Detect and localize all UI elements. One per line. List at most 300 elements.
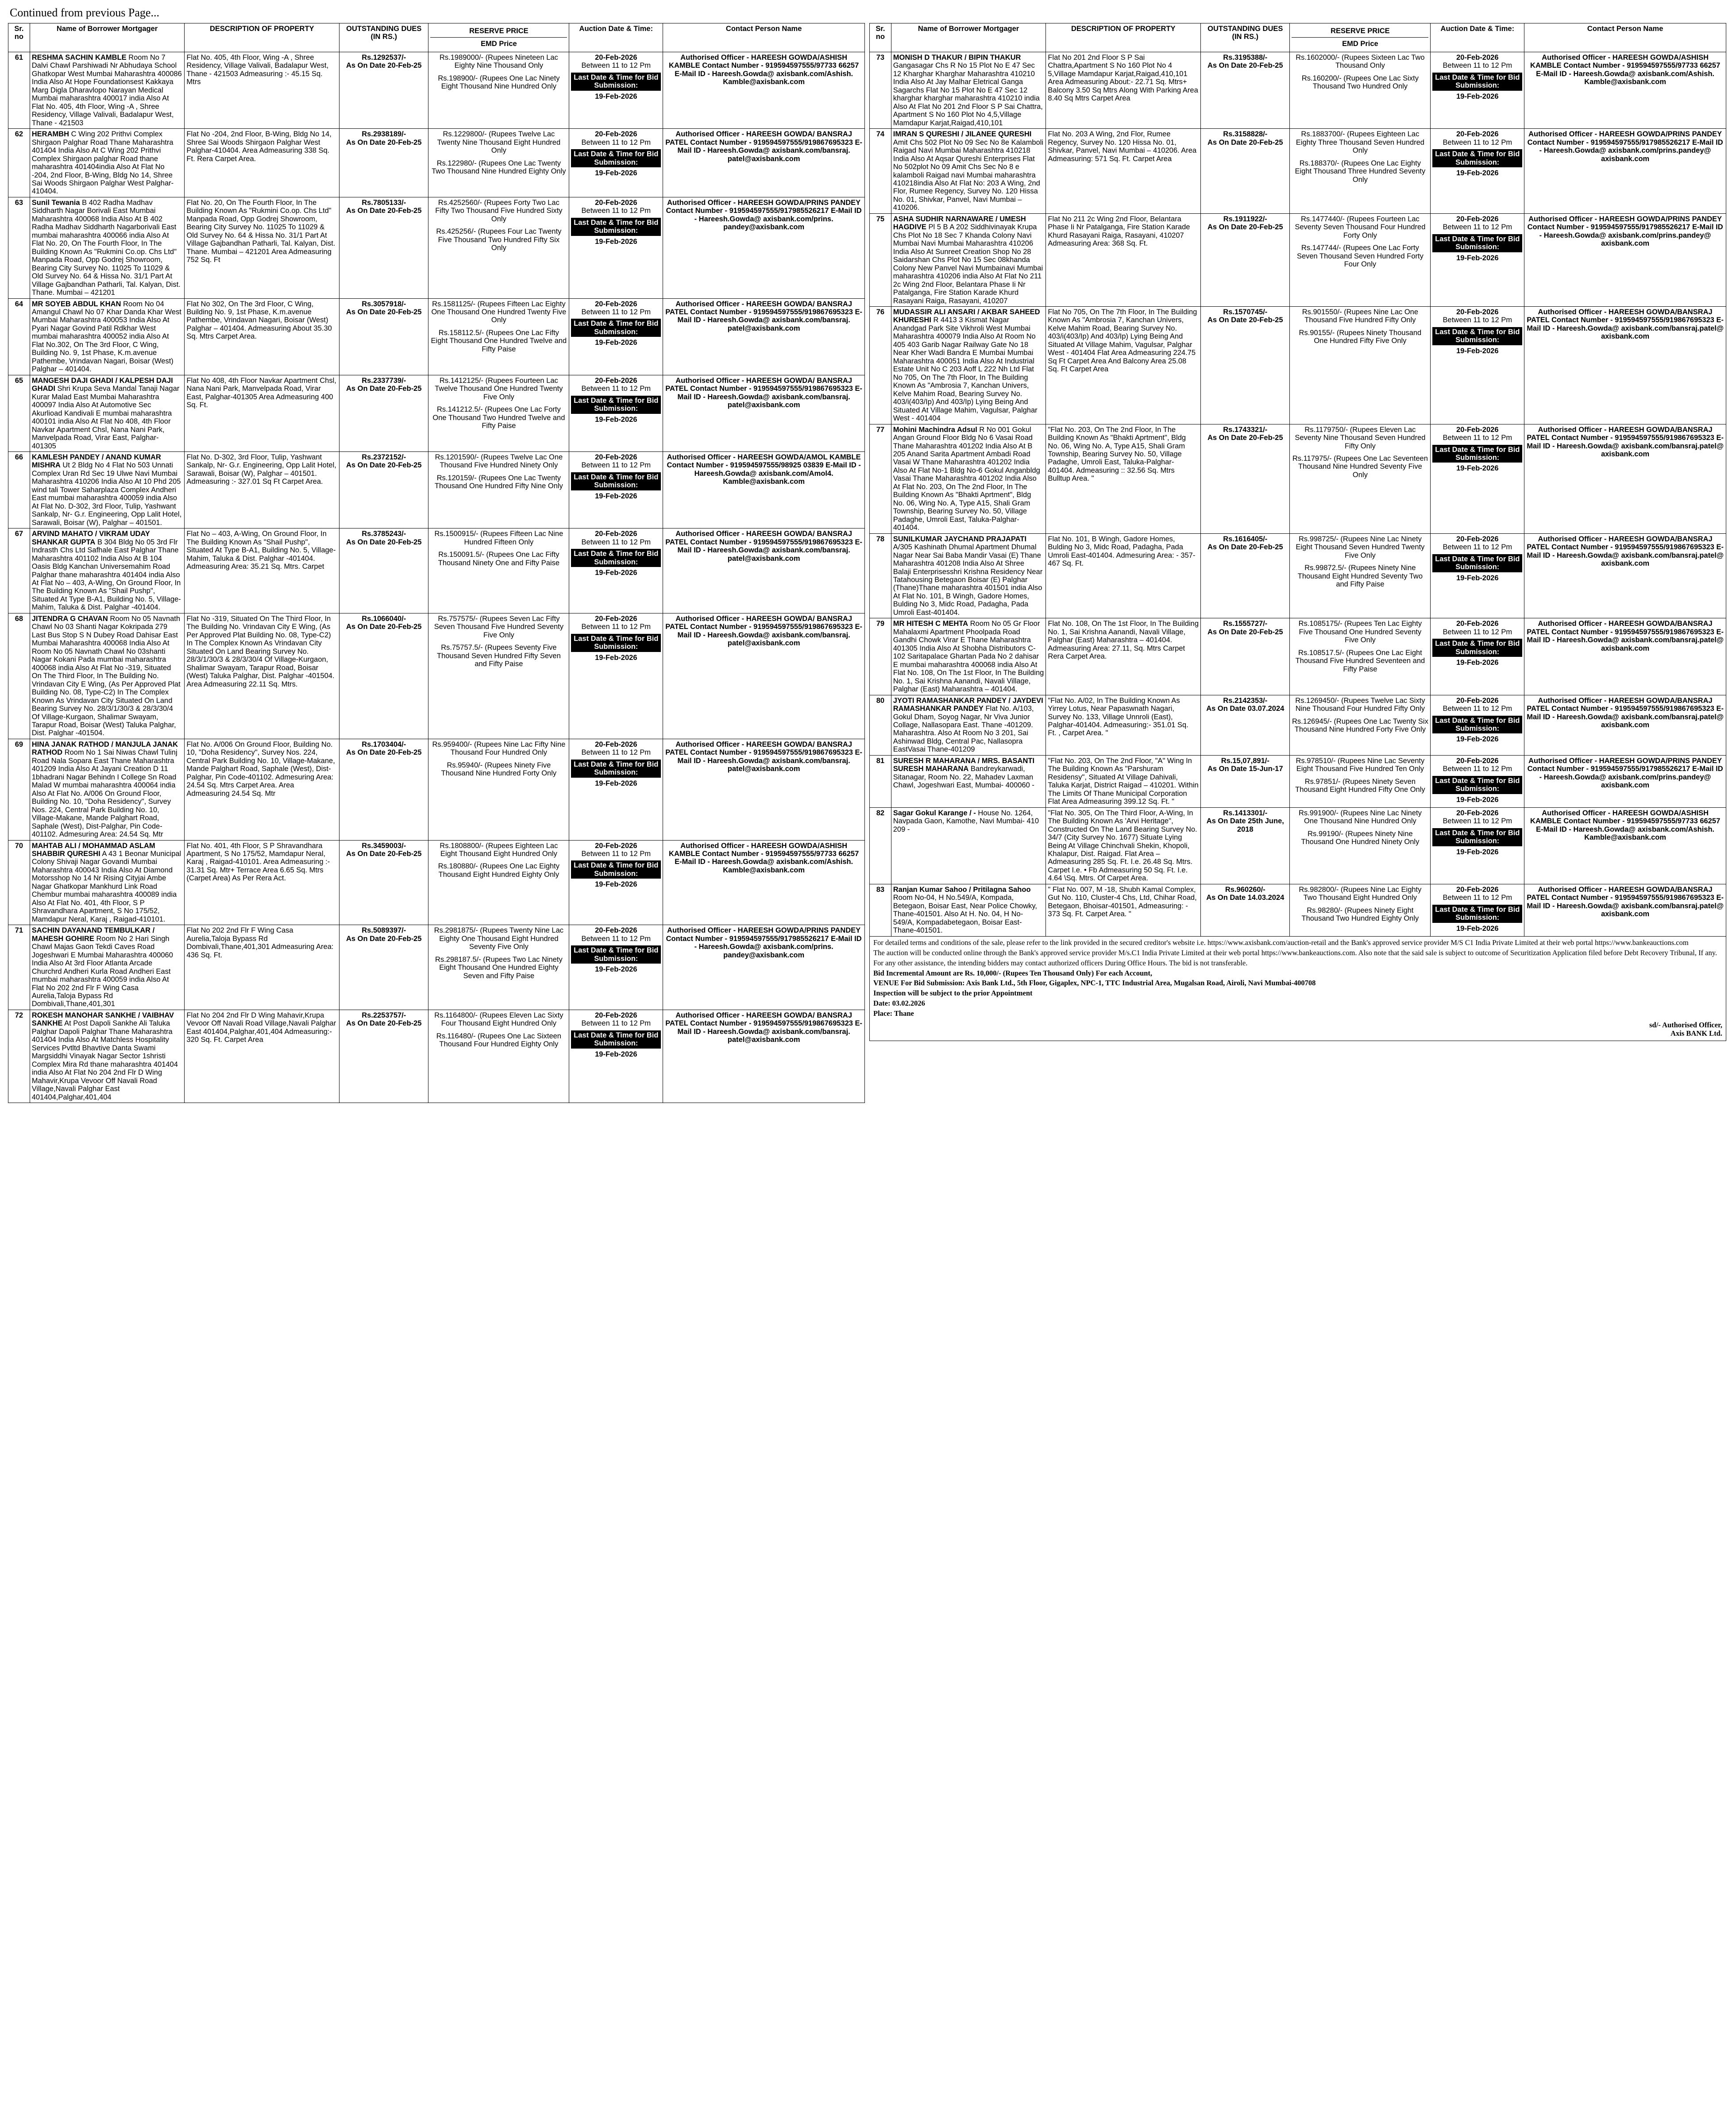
reserve-price-value: Rs.1500915/- (Rupees Fifteen Lac Nine Hundred Fifteen Only	[434, 530, 563, 546]
last-date-value: 19-Feb-2026	[1456, 574, 1499, 582]
dues-amount: Rs.5089397/-	[362, 926, 406, 935]
borrower-address: Shri Krupa Seva Mandal Tanaji Nagar Kurar Malad East Mumbai Maharashtra 400097 India Also At Automotive Sec Akurlioad Kandivali E mumbai maharashtra 400101 india Also At Flat No 408, 4th Floor Navkar Apartment Chsl, Nana Nani Park, Manvelpada Road, Virar East, Palghar-401305	[31, 385, 180, 450]
emd-price-value: Rs.126945/- (Rupees One Lac Twenty Six Thousand Nine Hundred Forty Five Only	[1292, 717, 1428, 733]
row-outstanding-dues	[339, 613, 428, 739]
row-borrower-name	[30, 528, 185, 613]
row-contact-person: Authorised Officer - HAREESH GOWDA/PRINS PANDEY Contact Number - 919594597555/917985526217 E-Mail ID - Hareesh.Gowda@ axisbank.com/prins. pandey@axisbank.com	[663, 197, 865, 298]
row-borrower-name	[891, 213, 1046, 306]
row-auction-datetime	[569, 298, 663, 375]
footer-terms-3: For any other assistance, the intending bidders may contact authorized officers During Office Hours. The bid is not transferable.	[873, 958, 1248, 967]
last-date-value: 19-Feb-2026	[1456, 735, 1499, 744]
last-date-value: 19-Feb-2026	[1456, 795, 1499, 804]
emd-price-value: Rs.117975/- (Rupees One Lac Seventeen Thousand Nine Hundred Seventy Five Only	[1292, 454, 1428, 479]
row-contact-person: Authorised Officer - HAREESH GOWDA/BANSRAJ PATEL Contact Number - 919594597555/919867695323 E-Mail ID - Hareesh.Gowda@ axisbank.com/bansraj.patel@ axisbank.com	[1524, 884, 1726, 936]
footer-place: Place: Thane	[873, 1009, 914, 1018]
auction-time-window: Between 11 to 12 Pm	[581, 62, 651, 70]
borrower-primary-name: ROKESH MANOHAR SANKHE / VAIBHAV SANKHE	[31, 1011, 174, 1028]
borrower-primary-name: HINA JANAK RATHOD / MANJULA JANAK RATHOD	[31, 740, 178, 757]
borrower-primary-name: JYOTI RAMASHANKAR PANDEY / JAYDEVI RAMASHANKAR PANDEY	[893, 696, 1043, 713]
row-property-description: Flat No 202 2nd Flr F Wing Casa Aurelia,Taloja Bypass Rd Dombivali,Thane,401,301 Admeasuring Area: 436 Sq. Ft.	[185, 925, 339, 1010]
last-date-banner: Last Date & Time for Bid Submission:	[1432, 234, 1522, 252]
footer-signature	[873, 1021, 1722, 1038]
dues-as-on-date: As On Date 20-Feb-25	[346, 138, 422, 147]
auction-date: 20-Feb-2026	[1456, 756, 1499, 765]
row-auction-datetime	[569, 840, 663, 925]
row-borrower-name	[891, 533, 1046, 618]
row-auction-datetime	[569, 925, 663, 1010]
dues-amount: Rs.3459003/-	[362, 841, 406, 850]
reserve-price-value: Rs.1883700/- (Rupees Eighteen Lac Eighty Three Thousand Seven Hundred Only	[1296, 130, 1424, 155]
table-row	[8, 129, 865, 197]
reserve-price-value: Rs.1412125/- (Rupees Fourteen Lac Twelve Thousand One Hundred Twenty Five Only	[435, 376, 563, 401]
row-property-description: Flat No 705, On The 7th Floor, In The Building Known As "Ambrosia 7, Kanchan Univers, Kelve Mahim Road, Bearing Survey No. 403/i(403/Ip) And 403/Ip) Lying Being And Situated At Village Mahim, Vagulsar, Palghar West - 401404 Flat Area Admeasuring 224.75 Sq Ft Carpet Area And Balcony Area 25.08 Sq. Ft Carpet Area	[1046, 307, 1201, 424]
table-row	[870, 52, 1726, 128]
last-date-value: 19-Feb-2026	[1456, 92, 1499, 100]
row-property-description: Flat No 302, On The 3rd Floor, C Wing, Building No. 9, 1st Phase, K.m.avenue Pathembe, Vrindavan Nagari, Boisar (West) Palghar – 401404. Admeasuring About 35.30 Sq. Mtrs Carpet Area.	[185, 298, 339, 375]
table-row	[8, 52, 865, 128]
row-contact-person: Authorised Officer - HAREESH GOWDA/ BANSRAJ PATEL Contact Number - 919594597555/919867695323 E-Mail ID - Hareesh.Gowda@ axisbank.com/bansraj. patel@axisbank.com	[663, 375, 865, 451]
borrower-address: Gangasagar Chs R No 15 Plot No E 47 Sec 12 Kharghar Kharghar Maharashtra 410210 India Also At Jay Malhar Eletrical Ganga Sagarchs Flat No 15 Plot No E 47 Sec 12 kharghar kharghar maharashtra 410210 india Also At Flat No 201 2nd Floor S P Sai Chattra, Apartment S No 160 Plot No 4,5,Village Mamdapur Karjat,Raigad,410,101	[893, 62, 1043, 127]
row-borrower-name	[30, 613, 185, 739]
auction-time-window: Between 11 to 12 Pm	[581, 623, 651, 631]
row-outstanding-dues	[1201, 618, 1290, 695]
row-auction-datetime	[569, 375, 663, 451]
auction-date: 20-Feb-2026	[595, 841, 637, 850]
row-property-description: Flat No. D-302, 3rd Floor, Tulip, Yashwant Sankalp, Nr- G.r. Engineering, Opp Lalit Hotel, Sarawali, Boisar (W), Palghar – 401501. Admeasuring :- 327.01 Sq Ft Carpet Area.	[185, 451, 339, 528]
last-date-banner: Last Date & Time for Bid Submission:	[571, 472, 661, 490]
row-property-description: Flat No. 401, 4th Floor, S P Shravandhara Apartment, S No 175/52, Mamdapur Neral, Karaj , Raigad-410101. Area Admeasuring :- 31.31 Sq. Mtr+ Terrace Area 6.65 Sq. Mtrs (Carpet Area) As Per Rera Act.	[185, 840, 339, 925]
last-date-value: 19-Feb-2026	[1456, 924, 1499, 933]
row-reserve-and-emd-price	[1290, 52, 1431, 128]
auction-date: 20-Feb-2026	[1456, 215, 1499, 223]
table-row	[870, 695, 1726, 755]
row-serial-number: 75	[870, 213, 891, 306]
reserve-price-value: Rs.1808800/- (Rupees Eighteen Lac Eight Thousand Eight Hundred Only	[440, 841, 558, 858]
auction-date: 20-Feb-2026	[595, 530, 637, 538]
row-reserve-and-emd-price	[428, 197, 569, 298]
reserve-price-value: Rs.1201590/- (Rupees Twelve Lac One Thousand Five Hundred Ninety Only	[435, 453, 563, 470]
row-outstanding-dues	[1201, 884, 1290, 936]
row-reserve-and-emd-price	[1290, 755, 1431, 807]
row-auction-datetime	[569, 1010, 663, 1103]
dues-amount: Rs.1413301/-	[1223, 809, 1268, 817]
row-contact-person: Authorised Officer - HAREESH GOWDA/ BANSRAJ PATEL Contact Number - 919594597555/919867695323 E-Mail ID - Hareesh.Gowda@ axisbank.com/bansraj. patel@axisbank.com	[663, 739, 865, 840]
auction-date: 20-Feb-2026	[1456, 308, 1499, 316]
borrower-primary-name: MUDASSIR ALI ANSARI / AKBAR SAHEED KHURESHI	[893, 308, 1040, 324]
row-reserve-and-emd-price	[1290, 129, 1431, 214]
auction-time-window: Between 11 to 12 Pm	[581, 538, 651, 546]
row-property-description: Flat No. 20, On The Fourth Floor, In The Building Known As "Rukmini Co.op. Chs Ltd" Manpada Road, Opp Godrej Showroom, Bearing City Survey No. 11025 To 11029 & Old Survey No. 64 & Hissa No. 31/1 Part At Village Gajbandhan Patharli, Tal. Kalyan, Dist. Thane. Mumbai – 421201 Area Admeasuring 752 Sq. Ft	[185, 197, 339, 298]
table-row	[8, 613, 865, 739]
dues-amount: Rs.15,07,891/-	[1221, 756, 1269, 765]
row-property-description: Flat No – 403, A-Wing, On Ground Floor, In The Building Known As "Shail Pushp", Situated At Type B-A1, Building No. 5, Village-Mahim, Taluka & Dist. Palghar -401404. Admeasuring Area: 35.21 Sq. Mtrs. Carpet	[185, 528, 339, 613]
reserve-price-value: Rs.978510/- (Rupees Nine Lac Seventy Eight Thousand Five Hundred Ten Only	[1296, 756, 1425, 773]
row-property-description: Flat No 201 2nd Floor S P Sai Chattra,Apartment S No 160 Plot No 4 5,Village Mamdapur Karjat,Raigad,410,101 Area Admeasuring About:- 22.71 Sq. Mtrs+ Balcony 3.50 Sq Mtrs Along With Parking Area 8.40 Sq Mtrs Carpet Area	[1046, 52, 1201, 128]
row-serial-number: 64	[8, 298, 30, 375]
row-outstanding-dues	[1201, 129, 1290, 214]
row-reserve-and-emd-price	[1290, 307, 1431, 424]
row-serial-number: 81	[870, 755, 891, 807]
row-reserve-and-emd-price	[428, 129, 569, 197]
emd-price-value: Rs.75757.5/- (Rupees Seventy Five Thousand Seven Hundred Fifty Seven and Fifty Paise	[437, 644, 561, 668]
row-reserve-and-emd-price	[1290, 618, 1431, 695]
row-borrower-name	[891, 618, 1046, 695]
row-serial-number: 62	[8, 129, 30, 197]
last-date-banner: Last Date & Time for Bid Submission:	[571, 149, 661, 167]
row-contact-person: Authorised Officer - HAREESH GOWDA/BANSRAJ PATEL Contact Number - 919594597555/919867695323 E-Mail ID - Hareesh.Gowda@ axisbank.com/bansraj.patel@ axisbank.com	[1524, 533, 1726, 618]
row-property-description: Flat No 204 2nd Flr D Wing Mahavir,Krupa Vevoor Off Navali Road Village,Navali Palghar East 401404,Palghar,401,404 Admeasuring:- 320 Sq. Ft. Carpet Area	[185, 1010, 339, 1103]
last-date-value: 19-Feb-2026	[1456, 169, 1499, 177]
reserve-price-value: Rs.1989000/- (Rupees Nineteen Lac Eighty Nine Thousand Only	[439, 53, 558, 70]
last-date-value: 19-Feb-2026	[595, 880, 637, 889]
auction-date: 20-Feb-2026	[1456, 885, 1499, 894]
auction-time-window: Between 11 to 12 Pm	[581, 138, 651, 147]
table-row	[8, 375, 865, 451]
table-row	[8, 739, 865, 840]
last-date-banner: Last Date & Time for Bid Submission:	[571, 73, 661, 91]
table-row	[870, 424, 1726, 533]
row-property-description: Flat No. 108, On The 1st Floor, In The Building No. 1, Sai Krishna Aanandi, Navali Village, Palghar (East) Maharashtra – 401404. Admeasuring Area: 27.11, Sq. Mtrs Carpet Rera Carpet Area.	[1046, 618, 1201, 695]
auction-time-window: Between 11 to 12 Pm	[1443, 817, 1512, 825]
emd-price-value: Rs.298187.5/- (Rupees Two Lac Ninety Eight Thousand One Hundred Eighty Seven and Fifty Paise	[435, 955, 563, 980]
dues-amount: Rs.3785243/-	[362, 530, 406, 538]
row-borrower-name	[30, 52, 185, 128]
row-auction-datetime	[1431, 884, 1524, 936]
row-reserve-and-emd-price	[428, 528, 569, 613]
col-header-reserve-price-label: RESERVE PRICE	[430, 25, 567, 38]
dues-amount: Rs.2372152/-	[362, 453, 406, 461]
col-header-emd-price-label: EMD Price	[1342, 40, 1378, 48]
row-borrower-name	[891, 307, 1046, 424]
dues-amount: Rs.1555727/-	[1223, 620, 1268, 628]
row-serial-number: 82	[870, 807, 891, 884]
borrower-address: House No. 1264, Navpada Gaon, Kamothe, Navi Mumbai- 410 209 -	[893, 809, 1039, 833]
auction-time-window: Between 11 to 12 Pm	[581, 748, 651, 757]
row-auction-datetime	[1431, 307, 1524, 424]
reserve-price-value: Rs.991900/- (Rupees Nine Lac Ninety One Thousand Nine Hundred Only	[1298, 809, 1422, 825]
col-header-emd-price-label: EMD Price	[481, 40, 517, 48]
last-date-banner: Last Date & Time for Bid Submission:	[571, 396, 661, 414]
dues-as-on-date: As On Date 20-Feb-25	[346, 385, 422, 393]
auction-time-window: Between 11 to 12 Pm	[1443, 434, 1512, 442]
auction-time-window: Between 11 to 12 Pm	[581, 385, 651, 393]
row-serial-number: 61	[8, 52, 30, 128]
row-serial-number: 72	[8, 1010, 30, 1103]
row-auction-datetime	[1431, 807, 1524, 884]
table-header-left	[8, 23, 865, 52]
reserve-price-value: Rs.757575/- (Rupees Seven Lac Fifty Seven Thousand Five Hundred Seventy Five Only	[434, 614, 564, 639]
row-contact-person: Authorised Officer - HAREESH GOWDA/ BANSRAJ PATEL Contact Number - 919594597555/919867695323 E-Mail ID - Hareesh.Gowda@ axisbank.com/bansraj. patel@axisbank.com	[663, 528, 865, 613]
continued-label: Continued from previous Page...	[10, 6, 159, 19]
emd-price-value: Rs.180880/- (Rupees One Lac Eighty Thousand Eight Hundred Eighty Only	[438, 862, 560, 879]
dues-as-on-date: As On Date 20-Feb-25	[1207, 543, 1283, 552]
last-date-value: 19-Feb-2026	[595, 965, 637, 974]
borrower-primary-name: ASHA SUDHIR NARNAWARE / UMESH HAGDIVE	[893, 215, 1026, 231]
table-row	[870, 755, 1726, 807]
emd-price-value: Rs.95940/- (Rupees Ninety Five Thousand Nine Hundred Forty Only	[441, 761, 557, 778]
row-outstanding-dues	[339, 451, 428, 528]
row-serial-number: 70	[8, 840, 30, 925]
dues-as-on-date: As On Date 20-Feb-25	[346, 538, 422, 546]
emd-price-value: Rs.116480/- (Rupees One Lac Sixteen Thousand Four Hundred Eighty Only	[436, 1032, 561, 1049]
col-header-contact: Contact Person Name	[1524, 23, 1726, 52]
row-reserve-and-emd-price	[428, 1010, 569, 1103]
left-column	[8, 23, 865, 1103]
last-date-value: 19-Feb-2026	[595, 415, 637, 424]
col-header-reserve-price-label: RESERVE PRICE	[1292, 25, 1428, 38]
auction-time-window: Between 11 to 12 Pm	[581, 1019, 651, 1028]
row-borrower-name	[30, 298, 185, 375]
borrower-address: Room No 1 Sai Niwas Chawl Tulinj Road Nala Sopara East Thane Maharashtra 401209 India Also At Jayani Creation D 11 1bhadrani Nagar Behindn I College Sn Road Malad W mumbai maharashtra 400064 india Also At Flat No. A/006 On Ground Floor, Building No. 10, "Doha Residency", Survey Nos. 224, Central Park Building No. 10, Village-Makane, Mande Palghart Road, Saphale (West), Dist-Palghar, Pin Code-401102. Admesuring Area: 24.54 Sq. Mtr	[31, 748, 177, 839]
last-date-banner: Last Date & Time for Bid Submission:	[571, 1030, 661, 1049]
row-contact-person: Authorised Officer - HAREESH GOWDA/PRINS PANDEY Contact Number - 919594597555/917985526217 E-Mail ID - Hareesh.Gowda@ axisbank.com/prins.pandey@ axisbank.com	[1524, 129, 1726, 214]
last-date-value: 19-Feb-2026	[1456, 254, 1499, 262]
row-reserve-and-emd-price	[1290, 533, 1431, 618]
last-date-banner: Last Date & Time for Bid Submission:	[1432, 445, 1522, 463]
dues-as-on-date: As On Date 20-Feb-25	[1207, 223, 1283, 231]
col-header-reserve-price	[1290, 23, 1431, 52]
reserve-price-value: Rs.982800/- (Rupees Nine Lac Eighty Two Thousand Eight Hundred Only	[1299, 885, 1422, 902]
dues-as-on-date: As On Date 20-Feb-25	[346, 308, 422, 316]
col-header-description: DESCRIPTION OF PROPERTY	[1046, 23, 1201, 52]
row-auction-datetime	[1431, 533, 1524, 618]
row-borrower-name	[891, 755, 1046, 807]
dues-as-on-date: As On Date 20-Feb-25	[346, 1019, 422, 1028]
row-outstanding-dues	[339, 129, 428, 197]
row-property-description: "Flat No. 203, On The 2nd Floor, In The Building Known As "Bhakti Aprtment", Bldg No. 06, Wing No. A, Type A15, Shali Gram Township, Bearing Survey No. 50, Village Padaghe, Umroli East, Taluka-Palghar-401404. Admeasuring :: 32.56 Sq. Mtrs Bulltup Area. "	[1046, 424, 1201, 533]
row-serial-number: 73	[870, 52, 891, 128]
table-row	[870, 618, 1726, 695]
reserve-price-value: Rs.1164800/- (Rupees Eleven Lac Sixty Four Thousand Eight Hundred Only	[434, 1011, 563, 1028]
auction-time-window: Between 11 to 12 Pm	[1443, 543, 1512, 552]
row-property-description: Flat No 211 2c Wing 2nd Floor, Belantara Phase Ii Nr Patalganga, Fire Station Karade Khurd Rasayani Raiga, Rasayani, 410207 Admeasuring Area: 368 Sq. Ft.	[1046, 213, 1201, 306]
auction-time-window: Between 11 to 12 Pm	[1443, 316, 1512, 324]
row-contact-person: Authorised Officer - HAREESH GOWDA/PRINS PANDEY Contact Number - 919594597555/917985526217 E-Mail ID - Hareesh.Gowda@ axisbank.com/prins. pandey@axisbank.com	[663, 925, 865, 1010]
reserve-price-value: Rs.1269450/- (Rupees Twelve Lac Sixty Nine Thousand Four Hundred Fifty Only	[1295, 696, 1425, 713]
col-header-sr: Sr. no	[870, 23, 891, 52]
row-auction-datetime	[569, 129, 663, 197]
col-header-dues: OUTSTANDING DUES (IN RS.)	[1201, 23, 1290, 52]
emd-price-value: Rs.198900/- (Rupees One Lac Ninety Eight Thousand Nine Hundred Only	[438, 74, 560, 91]
row-borrower-name	[891, 884, 1046, 936]
footer-inspection: Inspection will be subject to the prior Appointment	[873, 989, 1033, 998]
table-body-left	[8, 52, 865, 1103]
dues-amount: Rs.3158828/-	[1223, 130, 1268, 139]
row-serial-number: 67	[8, 528, 30, 613]
borrower-address: B 304 Bldg No 05 3rd Flr Indrasth Chs Ltd Safhale East Palghar Thane Maharashtra 401102 India Also At B 104 Oasis Bldg Kanchan Universemahim Road Palghar thane maharashtra 401404 india Also At Flat No – 403, A-Wing, On Ground Floor, In The Building Known As "Shail Pushp", Situated At Type B-A1, Building No. 5, Village-Mahim, Taluka & Dist. Palghar -401404.	[31, 538, 181, 612]
last-date-banner: Last Date & Time for Bid Submission:	[571, 945, 661, 964]
row-reserve-and-emd-price	[1290, 213, 1431, 306]
auction-time-window: Between 11 to 12 Pm	[1443, 705, 1512, 713]
borrower-address: Room No 05 Navnath Chawl No 03 Shanti Nagar Kokripada 279 Last Bus Stop S N Dubey Road Dahisar East Mumbai Maharashtra 400068 India Also At Room No 05 Navnath Chawl No 03shanti Nagar Kokani Pada mumbai maharashtra 400068 india Also At Flat No -319, Situated On The Third Floor, In The Building No. Vrindavan City E Wing, (As Per Approved Plat Building No. 08, Type-C2) In The Complex Known As Vrindavan City Situated On Land Bearing Survey No. 28/3/1/30/3 & 28/3/30/4 Of Village-Kurgaon, Shalimar Swayam, Tarapur Road, Boisar (West) Taluka Palghar, Dist. Palghar -401504.	[31, 614, 181, 737]
emd-price-value: Rs.108517.5/- (Rupees One Lac Eight Thousand Five Hundred Seventeen and Fifty Paise	[1295, 648, 1425, 673]
row-property-description: Flat No. 405, 4th Floor, Wing -A , Shree Residency, Village Valivali, Badalapur West, Thane - 421503 Admeasuring :- 45.15 Sq. Mtrs	[185, 52, 339, 128]
auction-date: 20-Feb-2026	[595, 1011, 637, 1019]
borrower-address: A 43 1 Beonar Municipal Colony Shivaji Nagar Govandi Mumbai Maharashtra 400043 India Also At Diamond Motorsshop No 14 Nr Rising Cityjai Ambe Nagar Ghatkopar Mankhurd Link Road Chembur mumbai maharashtra 400089 india Also At Flat No. 401, 4th Floor, S P Shravandhara Apartment, S No 175/52, Mamdapur Neral, Karaj , Raigad-410101.	[31, 850, 181, 923]
dues-as-on-date: As On Date 20-Feb-25	[1207, 316, 1283, 324]
last-date-value: 19-Feb-2026	[1456, 464, 1499, 473]
emd-price-value: Rs.150091.5/- (Rupees One Lac Fifty Thousand Ninety One and Fifty Paise	[438, 551, 559, 567]
auction-date: 20-Feb-2026	[1456, 535, 1499, 543]
row-borrower-name	[30, 840, 185, 925]
emd-price-value: Rs.141212.5/- (Rupees One Lac Forty One Thousand Two Hundred Twelve and Fifty Paise	[432, 405, 565, 430]
table-body-right	[870, 52, 1726, 936]
dues-as-on-date: As On Date 20-Feb-25	[1207, 62, 1283, 70]
table-row	[8, 925, 865, 1010]
row-reserve-and-emd-price	[428, 925, 569, 1010]
row-auction-datetime	[1431, 755, 1524, 807]
borrower-address: Bandreykarwadi, Sitanagar, Room No. 22, Mahadev Laxman Chawl, Jogeshwari East, Mumbai- 400060 -	[893, 765, 1034, 790]
borrower-primary-name: SURESH R MAHARANA / MRS. BASANTI SURESH MAHARANA	[893, 756, 1035, 773]
terms-footer	[869, 936, 1726, 1041]
last-date-value: 19-Feb-2026	[595, 339, 637, 347]
last-date-banner: Last Date & Time for Bid Submission:	[571, 634, 661, 652]
row-property-description: "Flat No. 305, On The Third Floor, A-Wing, In The Building Known As 'Arvi Heritage", Constructed On The Land Bearing Survey No. 34/7 (City Survey No. 1677) Situate Lying Being At Village Chinchvali Shekin, Khopoli, Khalapur, Dist. Raigad. Flat Area – Admeasuring 285 Sq. Ft. I.e. 26.48 Sq. Mtrs. Carpet I.e. • Fb Admeasuring 50 Sq. Ft. I.e. 4.64 \Sq. Mtrs. Of Carpet Area.	[1046, 807, 1201, 884]
row-property-description: Flat No -204, 2nd Floor, B-Wing, Bldg No 14, Shree Sai Woods Shirgaon Palghar West Palghar-410404. Area Admeasuring 338 Sq. Ft. Rera Carpet Area.	[185, 129, 339, 197]
table-row	[870, 213, 1726, 306]
dues-as-on-date: As On Date 25th June, 2018	[1206, 817, 1284, 833]
emd-price-value: Rs.97851/- (Rupees Ninety Seven Thousand Eight Hundred Fifty One Only	[1295, 777, 1425, 794]
dues-amount: Rs.1703404/-	[362, 740, 406, 748]
row-auction-datetime	[1431, 618, 1524, 695]
last-date-value: 19-Feb-2026	[595, 653, 637, 662]
row-serial-number: 66	[8, 451, 30, 528]
row-contact-person: Authorised Officer - HAREESH GOWDA/BANSRAJ PATEL Contact Number - 919594597555/919867695323 E-Mail ID - Hareesh.Gowda@ axisbank.com/bansraj.patel@ axisbank.com	[1524, 695, 1726, 755]
borrower-primary-name: Ranjan Kumar Sahoo / Pritilagna Sahoo	[893, 885, 1031, 894]
row-outstanding-dues	[1201, 424, 1290, 533]
borrower-primary-name: KAMLESH PANDEY / ANAND KUMAR MISHRA	[31, 453, 161, 470]
auction-date: 20-Feb-2026	[1456, 809, 1499, 817]
row-auction-datetime	[1431, 52, 1524, 128]
row-reserve-and-emd-price	[428, 451, 569, 528]
col-header-contact: Contact Person Name	[663, 23, 865, 52]
last-date-banner: Last Date & Time for Bid Submission:	[1432, 776, 1522, 794]
dues-amount: Rs.960260/-	[1225, 885, 1265, 894]
table-row	[870, 807, 1726, 884]
row-property-description: " Flat No. 007, M -18, Shubh Kamal Complex, Gut No. 110, Cluster-4 Chs, Ltd, Chihar Road, Betegaon, Bhoisar-401501, Admeasuring: - 373 Sq. Ft. Carpet Area. "	[1046, 884, 1201, 936]
borrower-primary-name: Mohini Machindra Adsul	[893, 425, 977, 434]
row-contact-person: Authorised Officer - HAREESH GOWDA/ BANSRAJ PATEL Contact Number - 919594597555/919867695323 E-Mail ID - Hareesh.Gowda@ axisbank.com/bansraj. patel@axisbank.com	[663, 129, 865, 197]
dues-as-on-date: As On Date 20-Feb-25	[1207, 138, 1283, 147]
table-row	[870, 307, 1726, 424]
borrower-address: Ut 2 Bldg No 4 Flat No 503 Unnati Complex Uran Rd Sec 19 Ulwe Navi Mumbai Maharashtra 410206 India Also At 10 Phd 205 wind tali Tower Saharplaza Complex Andheri East mumbai maharashtra 400059 india Also At Flat No. D-302, 3rd Floor, Tulip, Yashwant Sankalp, Nr- G.r. Engineering, Opp Lalit Hotel, Sarawali, Boisar (W), Palghar – 401501.	[31, 461, 182, 527]
row-outstanding-dues	[1201, 695, 1290, 755]
auction-time-window: Between 11 to 12 Pm	[1443, 894, 1512, 902]
auction-date: 20-Feb-2026	[1456, 130, 1499, 139]
row-borrower-name	[891, 129, 1046, 214]
row-outstanding-dues	[1201, 807, 1290, 884]
row-auction-datetime	[569, 451, 663, 528]
row-contact-person: Authorised Officer - HAREESH GOWDA/ BANSRAJ PATEL Contact Number - 919594597555/919867695323 E-Mail ID - Hareesh.Gowda@ axisbank.com/bansraj. patel@axisbank.com	[663, 613, 865, 739]
col-header-auction-date: Auction Date & Time:	[569, 23, 663, 52]
auction-date: 20-Feb-2026	[595, 300, 637, 308]
dues-as-on-date: As On Date 20-Feb-25	[1207, 628, 1283, 636]
table-row	[8, 840, 865, 925]
dues-as-on-date: As On Date 20-Feb-25	[346, 623, 422, 631]
borrower-primary-name: IMRAN S QURESHI / JILANEE QURESHI	[893, 130, 1032, 139]
borrower-primary-name: Sunil Tewania	[31, 198, 80, 207]
dues-amount: Rs.2142353/-	[1223, 696, 1268, 705]
row-reserve-and-emd-price	[428, 739, 569, 840]
borrower-address: Flat No. A/103, Gokul Dham, Soyog Nagar, Nr Viva Junior Collage, Nallasopara East. Thane -401209. Maharashtra. Also At Room No 3 201, Sai Ashinwad Bldg, Central Pac, Nallasopra EastVasai Thane-401209	[893, 705, 1034, 754]
row-borrower-name	[30, 375, 185, 451]
borrower-address: A/305 Kashinath Dhumal Apartment Dhumal Nagar Near Sai Baba Mandir Vasai (E) Thane Maharashtra 401208 India Also At Shree Balaji Enterprisesshri Krishna Residency Near Tatahousing Betegaon Boisar (E) Palghar (Thane)Thane maharashtra 401501 india Also At Flat No. 101, B Wingh, Gadore Homes, Bulding No 3, Midc Road, Padagha, Pada Umroli East-401404.	[893, 543, 1043, 617]
auction-date: 20-Feb-2026	[595, 614, 637, 623]
auction-date: 20-Feb-2026	[595, 740, 637, 748]
row-outstanding-dues	[339, 375, 428, 451]
col-header-dues: OUTSTANDING DUES (IN RS.)	[339, 23, 428, 52]
row-borrower-name	[30, 197, 185, 298]
last-date-value: 19-Feb-2026	[1456, 347, 1499, 355]
borrower-primary-name: MAHTAB ALI / MOHAMMAD ASLAM SHABBIR QURESHI	[31, 841, 155, 858]
row-borrower-name	[30, 451, 185, 528]
footer-signature-line2: Axis BANK Ltd.	[1670, 1029, 1722, 1038]
footer-venue: VENUE For Bid Submission: Axis Bank Ltd., 5th Floor, Gigaplex, NPC-1, TTC Industrial Area, Mugalsan Road, Airoli, Navi Mumbai-400708	[873, 979, 1316, 987]
row-contact-person: Authorised Officer - HAREESH GOWDA/ASHISH KAMBLE Contact Number - 919594597555/97733 66257 E-Mail ID - Hareesh.Gowda@ axisbank.com/Ashish. Kamble@axisbank.com	[663, 840, 865, 925]
last-date-banner: Last Date & Time for Bid Submission:	[1432, 828, 1522, 846]
row-reserve-and-emd-price	[1290, 695, 1431, 755]
row-contact-person: Authorised Officer - HAREESH GOWDA/PRINS PANDEY Contact Number - 919594597555/917985526217 E-Mail ID - Hareesh.Gowda@ axisbank.com/prins.pandey@ axisbank.com	[1524, 755, 1726, 807]
borrower-address: R 4413 3 Kismat Nagar Anandgad Park Site Vikhroli West Mumbai Maharashtra 400079 India Also At Room No 405 403 Garib Nagar Railway Gate No 18 Near Kher Wadi Bandra E Mumbai Mumbai Maharashtra 400051 India Also At Industrial Estate Unit No C 203 Aoff L 222 Nh Ltd Flat No 705, On The 7th Floor, In The Building Known As "Ambrosia 7, Kanchan Univers, Kelve Mahim Road, Bearing Survey No. 403/i(403/Ip) And 403/Ip) Lying Being And Situated At Village Mahim, Vagulsar, Palghar West - 401404	[893, 316, 1038, 423]
dues-as-on-date: As On Date 20-Feb-25	[346, 207, 422, 215]
row-reserve-and-emd-price	[428, 613, 569, 739]
emd-price-value: Rs.99872.5/- (Rupees Ninety Nine Thousand Eight Hundred Seventy Two and Fifty Paise	[1297, 564, 1423, 588]
table-row	[8, 528, 865, 613]
reserve-price-value: Rs.901550/- (Rupees Nine Lac One Thousand Five Hundred Fifty Only	[1302, 308, 1419, 324]
emd-price-value: Rs.160200/- (Rupees One Lac Sixty Thousand Two Hundred Only	[1301, 74, 1419, 91]
dues-amount: Rs.1911922/-	[1223, 215, 1267, 223]
dues-as-on-date: As On Date 20-Feb-25	[346, 62, 422, 70]
last-date-banner: Last Date & Time for Bid Submission:	[1432, 149, 1522, 167]
borrower-primary-name: JITENDRA G CHAVAN	[31, 614, 108, 623]
table-row	[8, 1010, 865, 1103]
dues-as-on-date: As On Date 20-Feb-25	[346, 748, 422, 757]
emd-price-value: Rs.158112.5/- (Rupees One Lac Fifty Eight Thousand One Hundred Twelve and Fifty Paise	[431, 328, 567, 353]
row-auction-datetime	[569, 739, 663, 840]
last-date-banner: Last Date & Time for Bid Submission:	[571, 549, 661, 567]
dues-amount: Rs.3195388/-	[1223, 53, 1268, 62]
emd-price-value: Rs.147744/- (Rupees One Lac Forty Seven Thousand Seven Hundred Forty Four Only	[1296, 244, 1424, 269]
dues-as-on-date: As On Date 15-Jun-17	[1207, 765, 1283, 773]
row-borrower-name	[30, 925, 185, 1010]
emd-price-value: Rs.188370/- (Rupees One Lac Eighty Eight Thousand Three Hundred Seventy Only	[1295, 159, 1426, 184]
reserve-price-value: Rs.1085175/- (Rupees Ten Lac Eighty Five Thousand One Hundred Seventy Five Only	[1298, 620, 1422, 644]
last-date-banner: Last Date & Time for Bid Submission:	[571, 760, 661, 778]
footer-bid-increment: Bid Incremental Amount are Rs. 10,000/- (Rupees Ten Thousand Only) For each Account,	[873, 968, 1152, 977]
borrower-address: Room No 7 Dalvi Chawl Parshiwadi Nr Abhudaya School Ghatkopar West Mumbai Maharashtra 400086 India Also At Hope Foundationsest Kakkaya Marg Digla Dharavlopo Narayan Medical Mumbai maharashtra 400017 india Also At Flat No. 405, 4th Floor, Wing -A , Shree Residency, Village Valivali, Badalapur West, Thane - 421503	[31, 53, 182, 127]
last-date-banner: Last Date & Time for Bid Submission:	[1432, 905, 1522, 923]
row-property-description: Flat No. 101, B Wingh, Gadore Homes, Bulding No 3, Midc Road, Padagha, Pada Umroli East-401404. Admesuring Area: - 357-467 Sq. Ft.	[1046, 533, 1201, 618]
auction-date: 20-Feb-2026	[1456, 620, 1499, 628]
row-serial-number: 80	[870, 695, 891, 755]
row-property-description: "Flat No. A/02, In The Building Known As Yirrey Lotus, Near Papaswnath Nagari, Survey No. 133, Village Unnroli (East), Palghar-401404. Admeasuring:- 351.01 Sq. Ft. , Carpet Area. "	[1046, 695, 1201, 755]
last-date-value: 19-Feb-2026	[595, 237, 637, 246]
emd-price-value: Rs.425256/- (Rupees Four Lac Twenty Five Thousand Two Hundred Fifty Six Only	[436, 228, 562, 252]
row-outstanding-dues	[1201, 533, 1290, 618]
col-header-description: DESCRIPTION OF PROPERTY	[185, 23, 339, 52]
dues-amount: Rs.2253757/-	[362, 1011, 406, 1019]
row-outstanding-dues	[339, 840, 428, 925]
borrower-address: R No 001 Gokul Angan Ground Floor Bldg No 6 Vasai Road Thane Maharashtra 401202 India Also At B 205 Anand Sarita Apartment Ambadi Road Vasai W Thane Maharashtra 401202 India Also At Flat No-1 Bldg No-6 Gokul Anganbldg Vasai Thane Maharashtra 401202 India Also At Flat No. 203, On The 2nd Floor, In The Building Known As "Bhakti Aprtment", Bldg No. 06, Wing No. A, Type A15, Shali Gram Township, Bearing Survey No. 50, Village Padaghe, Umroli East, Taluka-Palghar-401404.	[893, 425, 1040, 532]
col-header-reserve-price	[428, 23, 569, 52]
borrower-primary-name: MR SOYEB ABDUL KHAN	[31, 300, 121, 308]
last-date-banner: Last Date & Time for Bid Submission:	[571, 860, 661, 879]
dues-as-on-date: As On Date 20-Feb-25	[346, 934, 422, 943]
auction-date: 20-Feb-2026	[595, 198, 637, 207]
row-auction-datetime	[569, 52, 663, 128]
reserve-price-value: Rs.4252560/- (Rupees Forty Two Lac Fifty Two Thousand Five Hundred Sixty Only	[435, 198, 563, 223]
auction-date: 20-Feb-2026	[595, 376, 637, 385]
